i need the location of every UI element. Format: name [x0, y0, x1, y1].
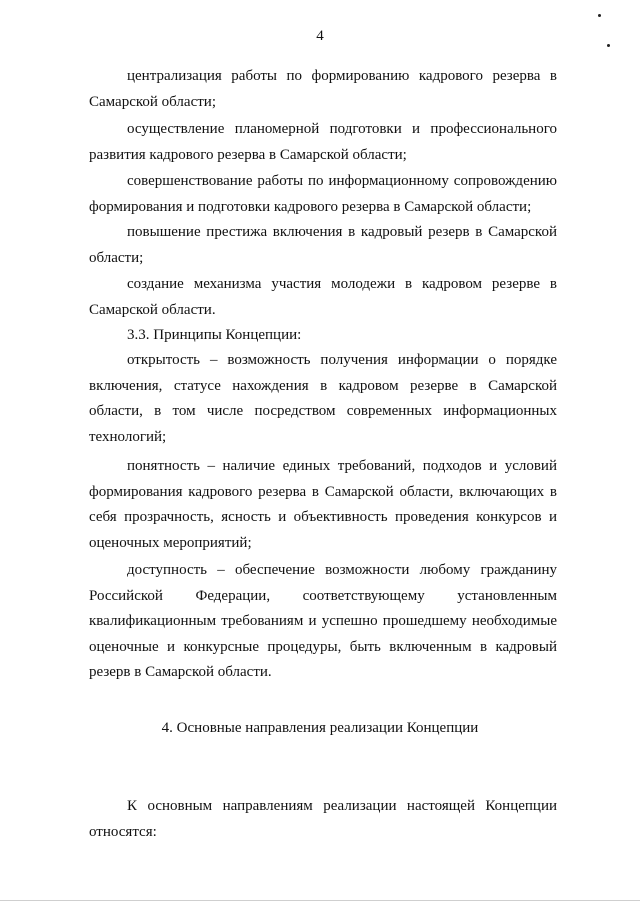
paragraph-youth-mechanism: создание механизма участия молодежи в кадровом резерве в Самарской области.: [89, 276, 557, 318]
paragraph-accessibility: доступность – обеспечение возможности любому гражданину Российской Федерации, соответствующему установленным квалификационным требованиям и успешно прошедшему необходимые оценочные и конкурсные процедуры, быть включенным в кадровый резерв в Самарской области.: [89, 562, 557, 680]
page-number: 4: [316, 28, 324, 44]
paragraph-openness: открытость – возможность получения информации о порядке включения, статусе нахождения в кадровом резерве в Самарской области, в том числе посредством современных информационных технологий;: [89, 352, 557, 445]
paragraph-clarity: понятность – наличие единых требований, подходов и условий формирования кадрового резерва в Самарской области, включающих в себя прозрачность, ясность и объективность проведения конкурсов и оценочных мероприятий;: [89, 458, 557, 551]
paragraph-info-support: совершенствование работы по информационному сопровождению формирования и подготовки кадрового резерва в Самарской области;: [89, 173, 557, 215]
paragraph-principles-heading: 3.3. Принципы Концепции:: [127, 327, 302, 343]
scan-speck: [598, 14, 601, 17]
page-bottom-edge: [0, 900, 640, 901]
paragraph-planned-training: осуществление планомерной подготовки и профессионального развития кадрового резерва в Самарской области;: [89, 121, 557, 163]
paragraph-centralization: централизация работы по формированию кадрового резерва в Самарской области;: [89, 68, 557, 110]
paragraph-directions-intro: К основным направлениям реализации настоящей Концепции относятся:: [89, 798, 557, 840]
section-heading: 4. Основные направления реализации Концепции: [161, 720, 479, 736]
paragraph-prestige: повышение престижа включения в кадровый резерв в Самарской области;: [89, 224, 557, 266]
